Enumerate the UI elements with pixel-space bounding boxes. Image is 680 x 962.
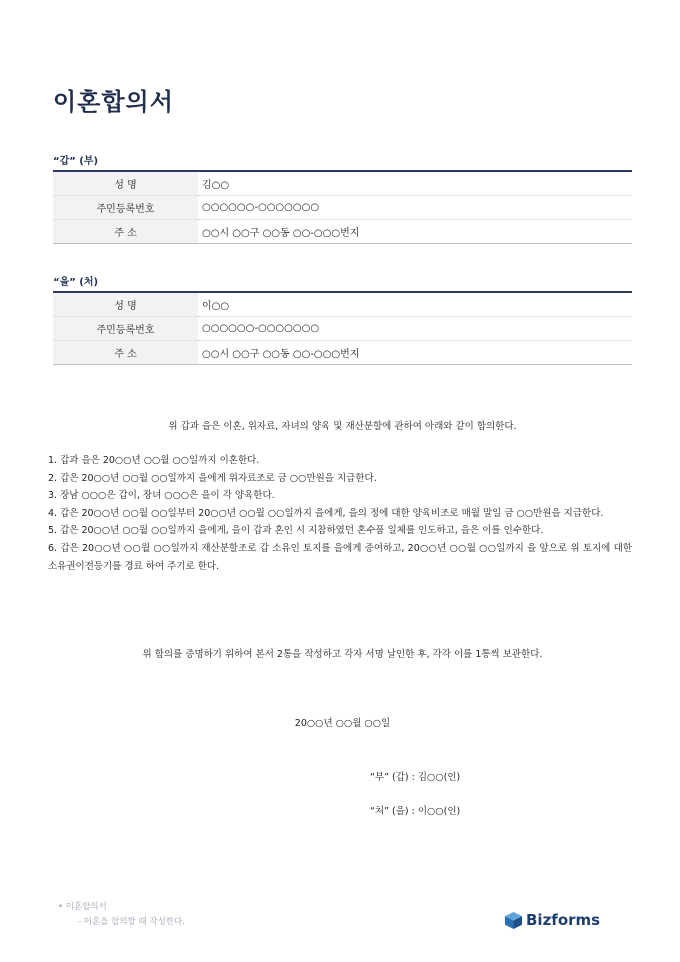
party-b-name-label: 성 명 <box>53 292 198 317</box>
party-b-address-row <box>53 341 632 365</box>
brand-name: Bizforms <box>526 911 601 929</box>
party-b-address-value: ○○시 ○○구 ○○동 ○○-○○○번지 <box>202 349 360 360</box>
party-a-address-label: 주 소 <box>53 220 198 244</box>
party-a-address-row <box>53 220 632 244</box>
party-b-id-row <box>53 317 632 341</box>
husband-signature: “부” (갑) : 김○○(인) <box>370 772 461 783</box>
party-a-name-row <box>53 171 632 196</box>
party-b-id-label: 주민등록번호 <box>53 317 198 341</box>
clause-item: 3. 장남 ○○○은 갑이, 장녀 ○○○은 을이 각 양육한다. <box>48 490 275 502</box>
closing-statement: 위 합의를 증명하기 위하여 본서 2통을 작성하고 각자 서명 날인한 후, 각각 이를 1통씩 보관한다. <box>142 649 543 660</box>
clause-item: 1. 갑과 을은 20○○년 ○○월 ○○일까지 이혼한다. <box>48 455 260 466</box>
party-b-address-label: 주 소 <box>53 341 198 365</box>
document-title: 이혼합의서 <box>53 88 174 116</box>
agreement-date: 20○○년 ○○월 ○○일 <box>294 718 391 729</box>
clause-item: 6. 갑은 20○○년 ○○월 ○○일까지 재산분할조로 갑 소유인 토지를 을에게 증여하고, 20○○년 ○○월 ○○일까지 을 앞으로 위 토지에 대한 소유권이전등기를 경료 하여 주기로 한다. <box>48 542 632 572</box>
clause-item: 4. 갑은 20○○년 ○○월 ○○일부터 20○○년 ○○월 ○○일까지 을에게, 을의 정에 대한 양육비조로 매월 말일 금 ○○만원을 지급한다. <box>48 507 604 519</box>
clause-list <box>48 452 632 575</box>
party-a-name-label: 성 명 <box>53 171 198 196</box>
bizforms-logo <box>504 909 600 931</box>
clause-item: 5. 갑은 20○○년 ○○월 ○○일까지 을에게, 을이 갑과 혼인 시 지참하였던 혼수품 일체를 인도하고, 을은 이를 인수한다. <box>48 525 544 537</box>
party-a-id-label: 주민등록번호 <box>53 196 198 220</box>
intro-statement: 위 갑과 을은 이혼, 위자료, 자녀의 양육 및 재산분할에 관하여 아래와 같이 합의한다. <box>168 421 517 432</box>
party-a-address-value: ○○시 ○○구 ○○동 ○○-○○○번지 <box>202 228 360 239</box>
party-b-label: “을” (처) <box>53 277 99 288</box>
party-a-table <box>53 170 632 244</box>
wife-signature: “처” (을) : 이○○(인) <box>370 806 461 817</box>
party-a-id-row <box>53 196 632 220</box>
party-b-table <box>53 291 632 365</box>
party-a-name-value: 김○○ <box>198 171 632 196</box>
footer-doc-title: • 이혼합의서 <box>58 902 107 912</box>
clause-item: 2. 갑은 20○○년 ○○월 ○○일까지 을에게 위자료조로 금 ○○만원을 지급한다. <box>48 472 377 484</box>
party-b-name-value: 이○○ <box>198 292 632 317</box>
party-a-label: “갑” (부) <box>53 156 99 167</box>
footer-doc-description: - 이혼을 합의할 때 작성한다. <box>78 917 185 927</box>
party-b-name-row <box>53 292 632 317</box>
party-a-id-value: ○○○○○○-○○○○○○○ <box>198 196 632 220</box>
bizforms-cube-icon <box>504 911 523 930</box>
party-b-id-value: ○○○○○○-○○○○○○○ <box>198 317 632 341</box>
